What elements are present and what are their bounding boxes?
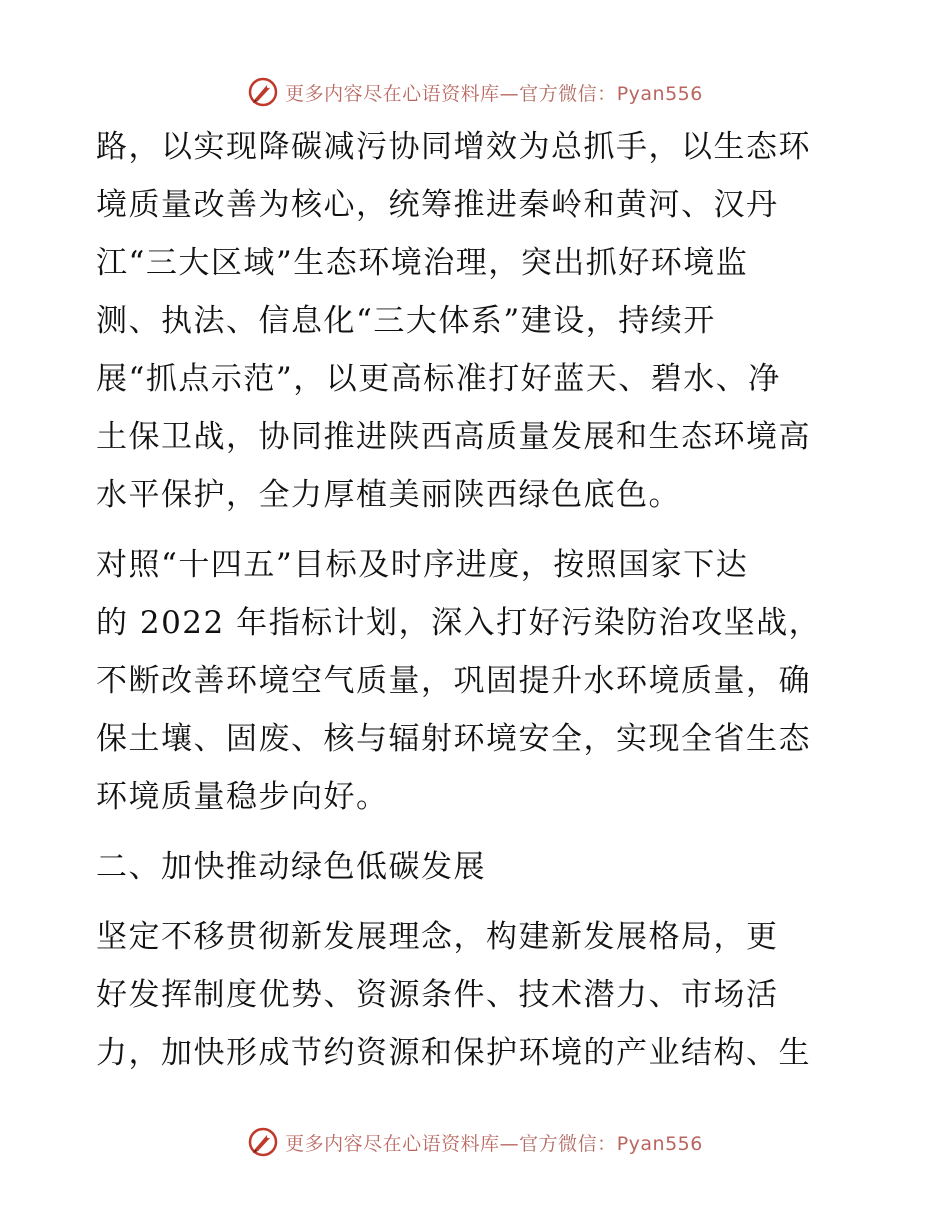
paragraph-spacer: [96, 896, 856, 908]
watermark-text: [285, 1129, 703, 1156]
text-line: 对照“十四五”目标及时序进度，按照国家下达: [96, 547, 749, 583]
watermark-text: [285, 79, 703, 106]
watermark-separator: —: [499, 1132, 520, 1155]
watermark-group: [247, 76, 703, 108]
text-line: 水平保护，全力厚植美丽陕西绿色底色。: [96, 477, 681, 513]
paragraph: [96, 908, 856, 1082]
text-line: 测、执法、信息化“三大体系”建设，持续开: [96, 303, 716, 339]
watermark-separator: —: [499, 82, 520, 105]
text-line: 坚定不移贯彻新发展理念，构建新发展格局，更: [96, 919, 779, 955]
footer-watermark: [0, 1122, 950, 1162]
section-heading-text: 二、加快推动绿色低碳发展: [96, 849, 486, 885]
paragraph: [96, 536, 856, 826]
watermark-wechat-label: 官方微信：: [519, 1132, 617, 1155]
watermark-group: [247, 1126, 703, 1158]
paragraph-spacer: [96, 524, 856, 536]
text-line: 江“三大区域”生态环境治理，突出抓好环境监: [96, 245, 749, 281]
text-line: 土保卫战，协同推进陕西高质量发展和生态环境高: [96, 419, 811, 455]
watermark-wechat-id: Pyan556: [616, 82, 703, 105]
text-line: 保土壤、固废、核与辐射环境安全，实现全省生态: [96, 721, 811, 757]
text-line: 展“抓点示范”，以更高标准打好蓝天、碧水、净: [96, 361, 781, 397]
paragraph: [96, 118, 856, 524]
watermark-brand: 更多内容尽在心语资料库: [285, 1132, 500, 1155]
text-line: 力，加快形成节约资源和保护环境的产业结构、生: [96, 1035, 811, 1071]
text-line: 路，以实现降碳减污协同增效为总抓手，以生态环: [96, 129, 811, 165]
text-line: 好发挥制度优势、资源条件、技术潜力、市场活: [96, 977, 779, 1013]
pen-logo-icon: [247, 76, 279, 108]
watermark-wechat-label: 官方微信：: [519, 82, 617, 105]
text-line: 境质量改善为核心，统筹推进秦岭和黄河、汉丹: [96, 187, 779, 223]
text-line: 环境质量稳步向好。: [96, 779, 389, 815]
watermark-wechat-id: Pyan556: [616, 1132, 703, 1155]
watermark-brand: 更多内容尽在心语资料库: [285, 82, 500, 105]
document-body: [96, 118, 856, 1082]
paragraph-spacer: [96, 826, 856, 838]
header-watermark: [0, 72, 950, 112]
text-line: 的 2022 年指标计划，深入打好污染防治攻坚战，: [96, 605, 822, 641]
pen-logo-icon: [247, 1126, 279, 1158]
section-heading: [96, 838, 856, 896]
text-line: 不断改善环境空气质量，巩固提升水环境质量，确: [96, 663, 811, 699]
